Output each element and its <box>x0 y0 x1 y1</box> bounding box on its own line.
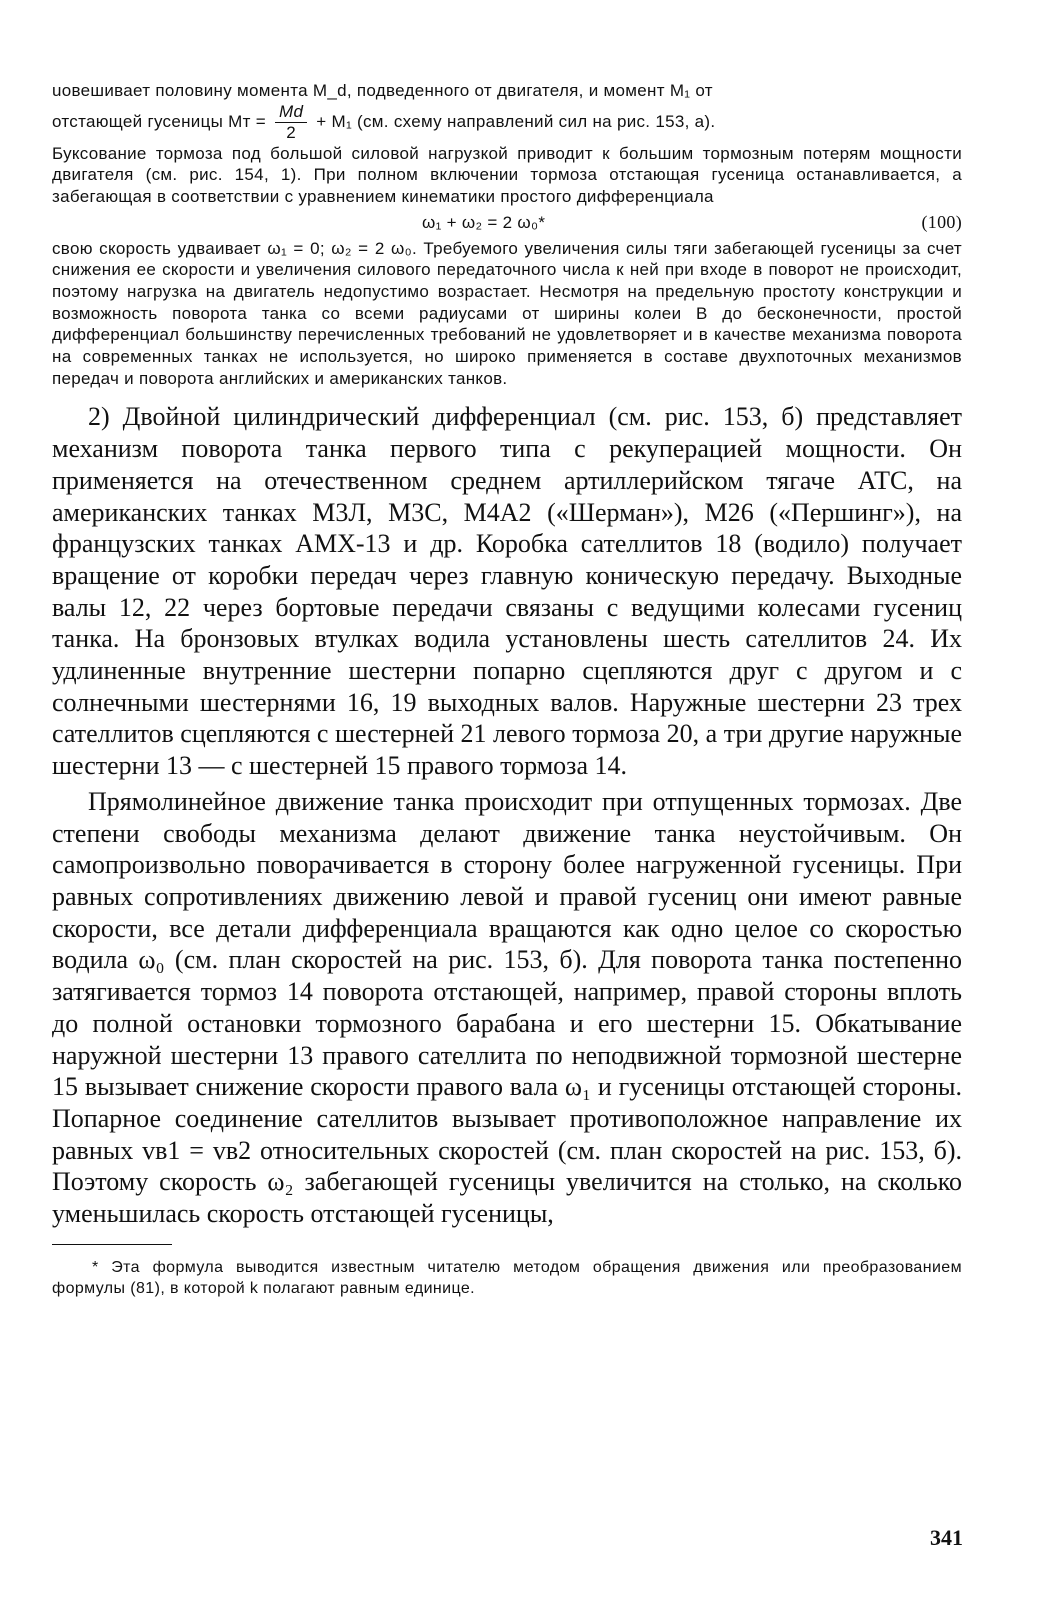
formula-line <box>52 102 962 143</box>
paragraph-double-differential: 2) Двойной цилиндрический дифференциал (см. рис. 153, б) представляет механизм поворота танка первого типа с рекуперацией мощности. Он применяется на отечественном среднем артиллерийском тягаче АТС, на американских танках М3Л, М3С, М4А2 («Шерман»), М26 («Першинг»), на французских танках АМХ-13 и др. Коробка сателлитов 18 (водило) получает вращение от коробки передач через главную коническую передачу. Выходные валы 12, 22 через бортовые передачи связаны с ведущими колесами гусениц танка. На бронзовых втулках водила установлены шесть сателлитов 24. Их удлиненные внутренние шестерни попарно сцепляются друг с другом и с солнечными шестернями 16, 19 выходных валов. Наружные шестерни 23 трех сателлитов сцепляются с шестерней 21 левого тормоза 20, а три другие наружные шестерни 13 — с шестерней 15 правого тормоза 14. <box>52 402 962 781</box>
paragraph-straight-motion: Прямолинейное движение танка происходит при отпущенных тормозах. Две степени свободы механизма делают движение танка неустойчивым. Он самопроизвольно поворачивается в сторону более нагруженной гусеницы. При равных сопротивлениях движению левой и правой гусениц они имеют равные скорости, все детали дифференциала вращаются как одно целое со скоростью водила ω₀ (см. план скоростей на рис. 153, б). Для поворота танка постепенно затягивается тормоз 14 поворота отстающей, например, правой стороны вплоть до полной остановки тормозного барабана и его шестерни 15. Обкатывание наружной шестерни 13 правого сателлита по неподвижной тормозной шестерне 15 вызывает снижение скорости правого вала ω₁ и гусеницы отстающей стороны. Попарное соединение сателлитов вызывает противоположное направление их равных vв1 = vв2 относительных скоростей (см. план скоростей на рис. 153, б). Поэтому скорость ω₂ забегающей гусеницы увеличится на столько, на сколько уменьшилась скорость отстающей гусеницы, <box>52 786 962 1229</box>
equation-line <box>52 212 962 234</box>
footnote: * Эта формула выводится известным читателю методом обращения движения или преобразованием формулы (81), в которой k полагают равным единице. <box>52 1258 962 1297</box>
formula-prefix: отстающей гусеницы Mт = <box>52 111 271 131</box>
paragraph-buksovanie: Буксование тормоза под большой силовой нагрузкой приводит к большим тормозным потерям мощности двигателя (см. рис. 154, 1). При полном включении тормоза отстающая гусеница останавливается, а забегающая в соответствии с уравнением кинематики простого дифференциала <box>52 143 962 207</box>
small-print-section <box>52 80 962 389</box>
page-number: 341 <box>930 1525 963 1550</box>
main-text-section <box>52 401 962 1229</box>
equation-number: (100) <box>921 211 962 232</box>
fraction-numerator: Md <box>275 102 307 123</box>
fraction-denominator: 2 <box>286 122 296 142</box>
formula-suffix: + M₁ (см. схему направлений сил на рис. 153, а). <box>316 111 716 131</box>
equation: ω₁ + ω₂ = 2 ω₀* <box>422 212 546 232</box>
paragraph-skorost: свою скорость удваивает ω₁ = 0; ω₂ = 2 ω₀. Требуемого увеличения силы тяги забегающей гусеницы за счет снижения ее скорости и увеличения силового передаточного числа к ней при входе в поворот не происходит, поэтому нагрузка на двигатель недопустимо возрастает. Несмотря на предельную простоту конструкции и возможность поворота танка со всеми радиусами от ширины колеи B до бесконечности, простой дифференциал большинству перечисленных требований не удовлетворяет и в качестве механизма поворота на современных танках не используется, но широко применяется в составе двухпоточных механизмов передач и поворота английских и американских танков. <box>52 238 962 388</box>
text-line-1: uовешивает половину момента M_d, подведенного от двигателя, и момент M₁ от <box>52 81 713 100</box>
footnote-divider <box>52 1244 172 1245</box>
fraction <box>275 102 307 143</box>
page-body <box>52 80 962 1299</box>
